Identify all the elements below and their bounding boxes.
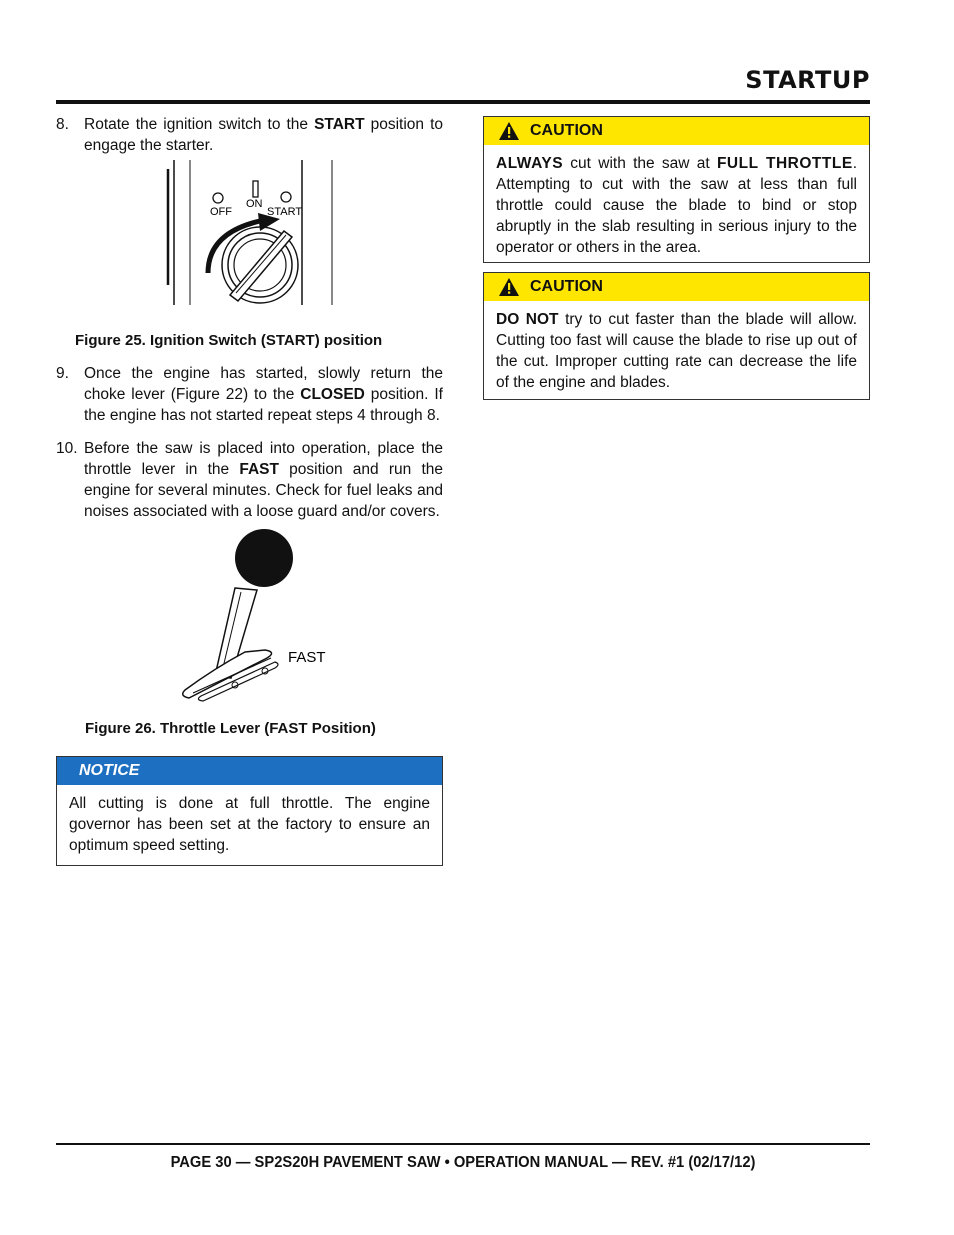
- warning-triangle-icon: [498, 277, 520, 297]
- caution-title: CAUTION: [530, 122, 603, 139]
- warning-triangle-icon: [498, 121, 520, 141]
- header-rule: [56, 100, 870, 104]
- step-number: 8.: [56, 116, 69, 133]
- notice-text: All cutting is done at full throttle. The engine governor has been set at the factory to ensure an optimum speed setting.: [69, 795, 430, 854]
- label-start: START: [267, 206, 303, 218]
- step-9: [56, 363, 443, 426]
- caution-header: [484, 117, 869, 145]
- label-fast: FAST: [288, 649, 326, 666]
- label-off: OFF: [210, 206, 232, 218]
- throttle-lever-figure: [175, 528, 345, 708]
- step-number: 9.: [56, 365, 69, 382]
- label-on: ON: [246, 198, 263, 210]
- step-text: Before the saw is placed into operation, place the throttle lever in the FAST position and run the engine for several minutes. Check for fuel leaks and noises associated with a loose guard and/or covers.: [84, 440, 443, 520]
- step-number: 10.: [56, 440, 78, 457]
- page-title: STARTUP: [745, 66, 870, 94]
- footer-rule: [56, 1143, 870, 1145]
- caution-text: DO NOT try to cut faster than the blade will allow. Cutting too fast will cause the blade to rise up out of the cut. Improper cutting rate can decrease the life of the engine and blades.: [496, 311, 858, 391]
- page-footer: PAGE 30 — SP2S20H PAVEMENT SAW • OPERATION MANUAL — REV. #1 (02/17/12): [170, 1154, 756, 1171]
- caution-title: CAUTION: [530, 278, 603, 295]
- caution-text: ALWAYS cut with the saw at FULL THROTTLE. Attempting to cut with the saw at less than full throttle could cause the blade to bind or stop abruptly in the slab resulting in serious injury to the operator or others in the area.: [496, 155, 857, 256]
- notice-box: [56, 756, 443, 866]
- step-10: [56, 438, 443, 522]
- step-text: Rotate the ignition switch to the START position to engage the starter.: [84, 116, 443, 154]
- step-8: [56, 114, 443, 156]
- notice-title: NOTICE: [57, 757, 442, 785]
- caution-box-2: [483, 272, 870, 400]
- ignition-switch-figure: [160, 155, 340, 310]
- caution-header: [484, 273, 869, 301]
- figure-25-caption: Figure 25. Ignition Switch (START) position: [75, 332, 383, 349]
- step-text: Once the engine has started, slowly return the choke lever (Figure 22) to the CLOSED position. If the engine has not started repeat steps 4 through 8.: [84, 365, 443, 424]
- figure-26-caption: Figure 26. Throttle Lever (FAST Position): [85, 720, 376, 737]
- caution-box-1: [483, 116, 870, 263]
